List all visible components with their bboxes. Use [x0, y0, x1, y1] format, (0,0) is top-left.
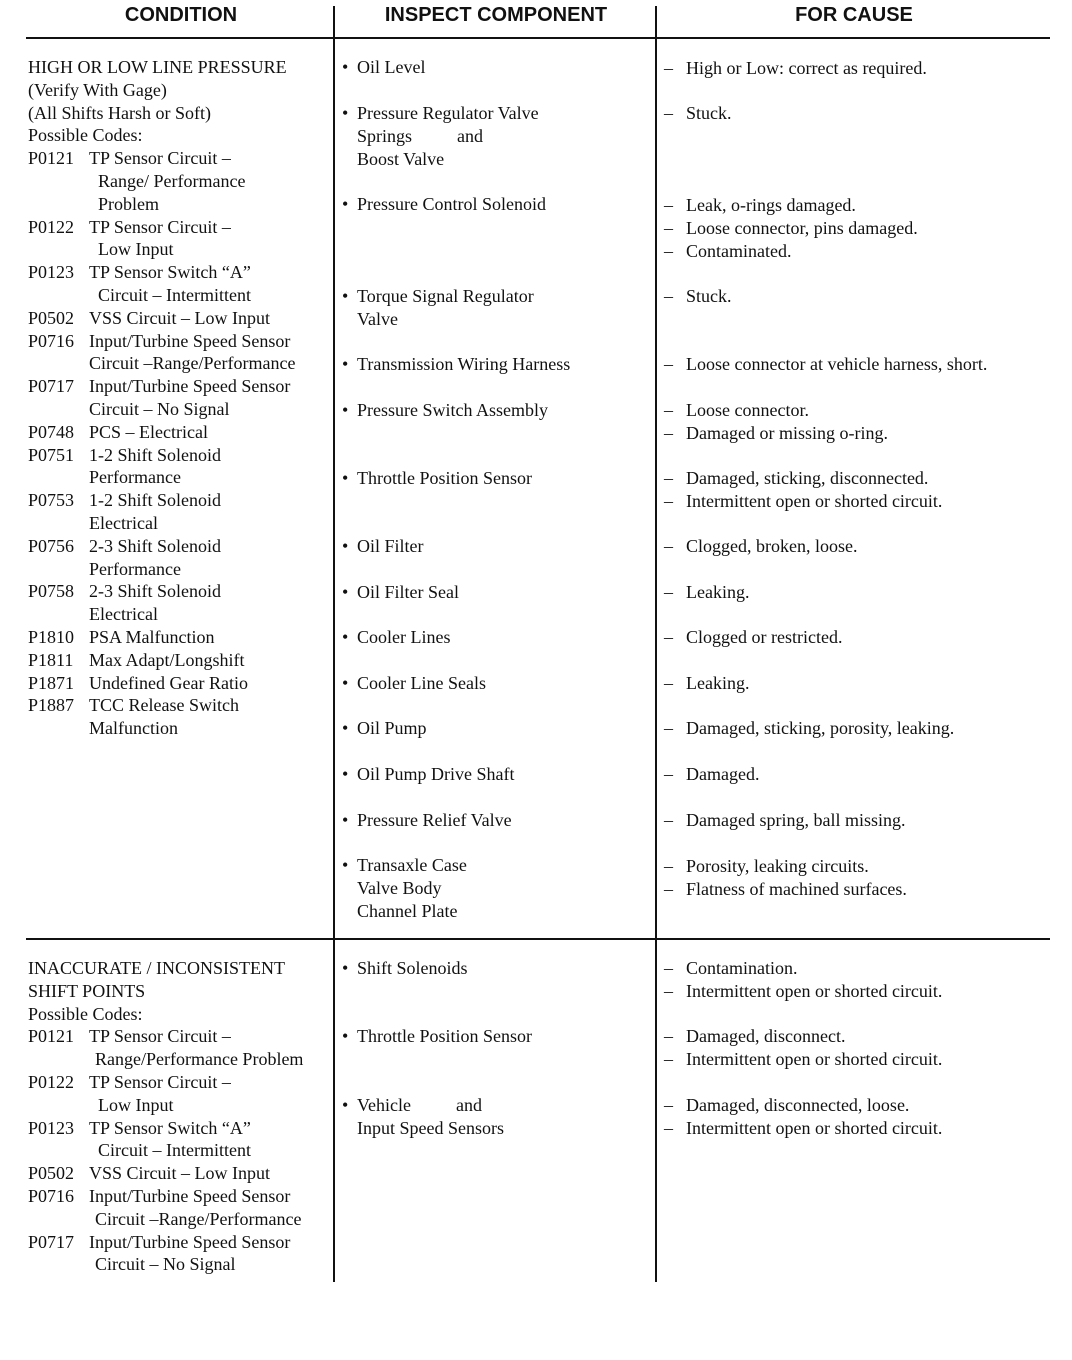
code-text: Low Input — [98, 239, 174, 260]
cause-text: Porosity, leaking circuits. — [686, 856, 869, 876]
cause-list: – High or Low: correct as required. — [664, 58, 927, 78]
cause-text: Damaged spring, ball missing. — [686, 810, 906, 830]
component-text: Throttle Position Sensor — [357, 1026, 532, 1046]
component-text: Pressure Switch Assembly — [357, 400, 548, 420]
code-number: P1811 — [28, 649, 74, 670]
code-text: Undefined Gear Ratio — [89, 672, 248, 693]
cause-text: Leaking. — [686, 673, 750, 693]
code-number: P0121 — [28, 148, 75, 169]
header-inspect-component: INSPECT COMPONENT — [384, 4, 608, 26]
code-entry — [28, 580, 295, 626]
cause-text: Damaged, disconnected, loose. — [686, 1095, 910, 1115]
code-entry — [28, 261, 295, 307]
component-text: Pressure Regulator Valve — [357, 103, 539, 123]
code-number: P0716 — [28, 330, 75, 351]
cause-list: – Contamination. – Intermittent open or shorted circuit. — [664, 958, 943, 1001]
cause-text: Loose connector at vehicle harness, short. — [686, 354, 988, 374]
cause-text: Loose connector, pins damaged. — [686, 217, 918, 238]
code-entry — [28, 694, 295, 740]
condition-note: (All Shifts Harsh or Soft) — [28, 102, 211, 123]
component-text: Shift Solenoids — [357, 958, 468, 978]
code-number: P0123 — [28, 1117, 75, 1138]
code-text: Range/Performance Problem — [95, 1049, 304, 1070]
code-entry — [28, 1117, 303, 1163]
component-text: Transmission Wiring Harness — [357, 354, 571, 374]
component-text: Channel Plate — [357, 900, 458, 921]
code-number: P0717 — [28, 376, 75, 397]
column-divider-2 — [655, 6, 657, 1282]
cause-list: – Loose connector. – Damaged or missing o-ring. — [664, 400, 888, 443]
code-number: P0751 — [28, 444, 75, 465]
cause-text: Leaking. — [686, 582, 750, 602]
code-entry — [28, 147, 295, 215]
cause-text: Clogged or restricted. — [686, 627, 843, 647]
cause-list: – Damaged, disconnected, loose. – Intermittent open or shorted circuit. — [664, 1095, 943, 1138]
code-text: Circuit –Range/Performance — [89, 353, 296, 374]
condition-title: HIGH OR LOW LINE PRESSURE — [28, 57, 287, 77]
cause-list: – Clogged, broken, loose. — [664, 536, 858, 556]
cause-list: – Stuck. — [664, 103, 732, 123]
component-item: • Pressure Relief Valve — [342, 810, 512, 830]
cause-text: Intermittent open or shorted circuit. — [686, 1117, 943, 1138]
component-text: Oil Pump Drive Shaft — [357, 764, 515, 784]
code-text: VSS Circuit – Low Input — [89, 1163, 271, 1184]
possible-codes-label: Possible Codes: — [28, 125, 143, 146]
code-entry — [28, 1162, 303, 1185]
code-number: P0122 — [28, 216, 75, 237]
code-number: P1887 — [28, 695, 75, 716]
header-condition: CONDITION — [124, 4, 238, 26]
code-text: PCS – Electrical — [89, 421, 208, 442]
code-text: Circuit – Intermittent — [98, 1140, 251, 1161]
component-text: Cooler Lines — [357, 627, 451, 647]
code-number: P1810 — [28, 626, 75, 647]
code-text: Malfunction — [89, 718, 178, 739]
code-text: Problem — [98, 193, 159, 214]
code-number: P0758 — [28, 581, 75, 602]
component-text: Oil Filter — [357, 536, 424, 556]
component-text: Pressure Control Solenoid — [357, 194, 546, 214]
component-item: • Oil Level — [342, 57, 426, 77]
header-for-cause: FOR CAUSE — [795, 4, 913, 26]
component-text: Pressure Relief Valve — [357, 810, 512, 830]
cause-text: Intermittent open or shorted circuit. — [686, 980, 943, 1001]
code-number: P0748 — [28, 421, 75, 442]
cause-list: – Damaged, disconnect. – Intermittent open or shorted circuit. — [664, 1026, 943, 1069]
cause-list: – Stuck. — [664, 286, 732, 306]
code-entry — [28, 489, 295, 535]
cause-list: – Leak, o-rings damaged. – Loose connector, pins damaged. – Contaminated. — [664, 195, 918, 261]
code-text: TP Sensor Switch “A” — [89, 1117, 251, 1138]
code-text: 2-3 Shift Solenoid — [89, 535, 222, 556]
component-item: • Oil Pump — [342, 718, 427, 738]
code-text: Low Input — [98, 1094, 174, 1115]
code-text: Circuit –Range/Performance — [95, 1208, 302, 1229]
cause-text: Damaged. — [686, 764, 760, 784]
code-text: VSS Circuit – Low Input — [89, 307, 271, 328]
component-item: • Throttle Position Sensor — [342, 1026, 532, 1046]
cause-text: Damaged, sticking, disconnected. — [686, 468, 929, 488]
component-item: • Shift Solenoids — [342, 958, 468, 978]
cause-list: – Damaged spring, ball missing. — [664, 810, 906, 830]
cause-list: – Clogged or restricted. — [664, 627, 843, 647]
code-text: Input/Turbine Speed Sensor — [89, 376, 291, 397]
possible-codes-label: Possible Codes: — [28, 1003, 143, 1024]
code-text: TP Sensor Circuit – — [89, 216, 231, 237]
component-text: Cooler Line Seals — [357, 673, 486, 693]
code-text: 2-3 Shift Solenoid — [89, 581, 222, 602]
cause-text: Flatness of machined surfaces. — [686, 878, 907, 899]
component-text: Torque Signal Regulator — [357, 286, 534, 306]
cause-list: – Damaged, sticking, disconnected. – Intermittent open or shorted circuit. — [664, 468, 943, 511]
cause-text: Clogged, broken, loose. — [686, 536, 858, 556]
component-item: • Oil Pump Drive Shaft — [342, 764, 515, 784]
code-number: P0756 — [28, 535, 75, 556]
code-text: Electrical — [89, 604, 158, 625]
component-text: Input Speed Sensors — [357, 1117, 504, 1138]
section-divider — [26, 938, 1050, 940]
code-number: P0121 — [28, 1026, 75, 1047]
cause-text: Contaminated. — [686, 240, 792, 261]
code-text: Circuit – No Signal — [95, 1254, 236, 1275]
code-text: Max Adapt/Longshift — [89, 649, 245, 670]
code-number: P0753 — [28, 490, 75, 511]
code-text: Performance — [89, 467, 181, 488]
code-number: P0122 — [28, 1071, 75, 1092]
code-text: Circuit – Intermittent — [98, 284, 251, 305]
code-text: Performance — [89, 558, 181, 579]
code-entry — [28, 1071, 303, 1117]
condition-block — [28, 56, 295, 740]
component-item: • Cooler Lines — [342, 627, 451, 647]
component-item: • Pressure Control Solenoid — [342, 194, 546, 214]
code-entry — [28, 444, 295, 490]
component-item: • Throttle Position Sensor — [342, 468, 532, 488]
component-text: Throttle Position Sensor — [357, 468, 532, 488]
cause-list: – Loose connector at vehicle harness, short. — [664, 354, 988, 374]
cause-text: Intermittent open or shorted circuit. — [686, 1048, 943, 1069]
code-number: P0123 — [28, 262, 75, 283]
component-text: Transaxle Case — [357, 855, 467, 875]
component-item: • Cooler Line Seals — [342, 673, 486, 693]
header-rule — [26, 37, 1050, 39]
code-entry — [28, 330, 295, 376]
code-text: Electrical — [89, 512, 158, 533]
code-entry — [28, 672, 295, 695]
cause-list: – Damaged. — [664, 764, 760, 784]
cause-list: – Leaking. — [664, 582, 750, 602]
code-text: TP Sensor Switch “A” — [89, 262, 251, 283]
code-entry — [28, 1025, 303, 1071]
code-text: 1-2 Shift Solenoid — [89, 444, 222, 465]
cause-text: Intermittent open or shorted circuit. — [686, 490, 943, 511]
cause-text: Damaged, disconnect. — [686, 1026, 846, 1046]
cause-text: Damaged or missing o-ring. — [686, 422, 888, 443]
code-text: Circuit – No Signal — [89, 398, 230, 419]
component-item: • Oil Filter — [342, 536, 424, 556]
code-number: P0717 — [28, 1231, 75, 1252]
condition-note: (Verify With Gage) — [28, 79, 167, 100]
code-entry — [28, 421, 295, 444]
cause-list: – Damaged, sticking, porosity, leaking. — [664, 718, 955, 738]
cause-text: Leak, o-rings damaged. — [686, 195, 856, 215]
code-entry — [28, 375, 295, 421]
code-text: Range/ Performance — [98, 170, 246, 191]
code-text: Input/Turbine Speed Sensor — [89, 1231, 291, 1252]
code-entry — [28, 1185, 303, 1231]
component-text: Valve — [357, 308, 398, 329]
cause-text: Stuck. — [686, 286, 732, 306]
code-text: TP Sensor Circuit – — [89, 1071, 231, 1092]
code-text: 1-2 Shift Solenoid — [89, 490, 222, 511]
code-number: P0502 — [28, 307, 75, 328]
code-entry — [28, 649, 295, 672]
component-item: • Oil Filter Seal — [342, 582, 459, 602]
code-number: P0502 — [28, 1163, 75, 1184]
component-text: Oil Pump — [357, 718, 427, 738]
column-divider-1 — [333, 6, 335, 1282]
code-text: TP Sensor Circuit – — [89, 148, 231, 169]
code-entry — [28, 216, 295, 262]
cause-text: High or Low: correct as required. — [686, 58, 927, 78]
code-text: TP Sensor Circuit – — [89, 1026, 231, 1047]
cause-list: – Leaking. — [664, 673, 750, 693]
condition-title: SHIFT POINTS — [28, 980, 146, 1001]
cause-text: Damaged, sticking, porosity, leaking. — [686, 718, 955, 738]
code-text: TCC Release Switch — [89, 695, 239, 716]
component-text: Springs and — [357, 125, 483, 146]
component-text: Boost Valve — [357, 148, 445, 169]
component-text: Oil Level — [357, 57, 426, 77]
component-item: • Transmission Wiring Harness — [342, 354, 571, 374]
cause-text: Stuck. — [686, 103, 732, 123]
code-number: P1871 — [28, 672, 75, 693]
component-item: • Pressure Regulator Valve Springs and Boost Valve — [342, 103, 539, 169]
component-text: Vehicle and — [357, 1095, 482, 1115]
component-item: • Vehicle and Input Speed Sensors — [342, 1095, 504, 1138]
code-text: Input/Turbine Speed Sensor — [89, 1185, 291, 1206]
condition-title: INACCURATE / INCONSISTENT — [28, 958, 286, 978]
cause-list: – Porosity, leaking circuits. – Flatness of machined surfaces. — [664, 856, 907, 899]
code-entry — [28, 307, 295, 330]
component-item: • Torque Signal Regulator Valve — [342, 286, 534, 329]
code-entry — [28, 626, 295, 649]
condition-block — [28, 957, 303, 1276]
code-number: P0716 — [28, 1185, 75, 1206]
component-item: • Transaxle Case Valve Body Channel Plate — [342, 855, 467, 921]
cause-text: Loose connector. — [686, 400, 809, 420]
component-item: • Pressure Switch Assembly — [342, 400, 548, 420]
component-text: Valve Body — [357, 877, 442, 898]
component-text: Oil Filter Seal — [357, 582, 459, 602]
code-text: PSA Malfunction — [89, 626, 215, 647]
cause-text: Contamination. — [686, 958, 798, 978]
code-entry — [28, 535, 295, 581]
code-text: Input/Turbine Speed Sensor — [89, 330, 291, 351]
code-entry — [28, 1231, 303, 1277]
